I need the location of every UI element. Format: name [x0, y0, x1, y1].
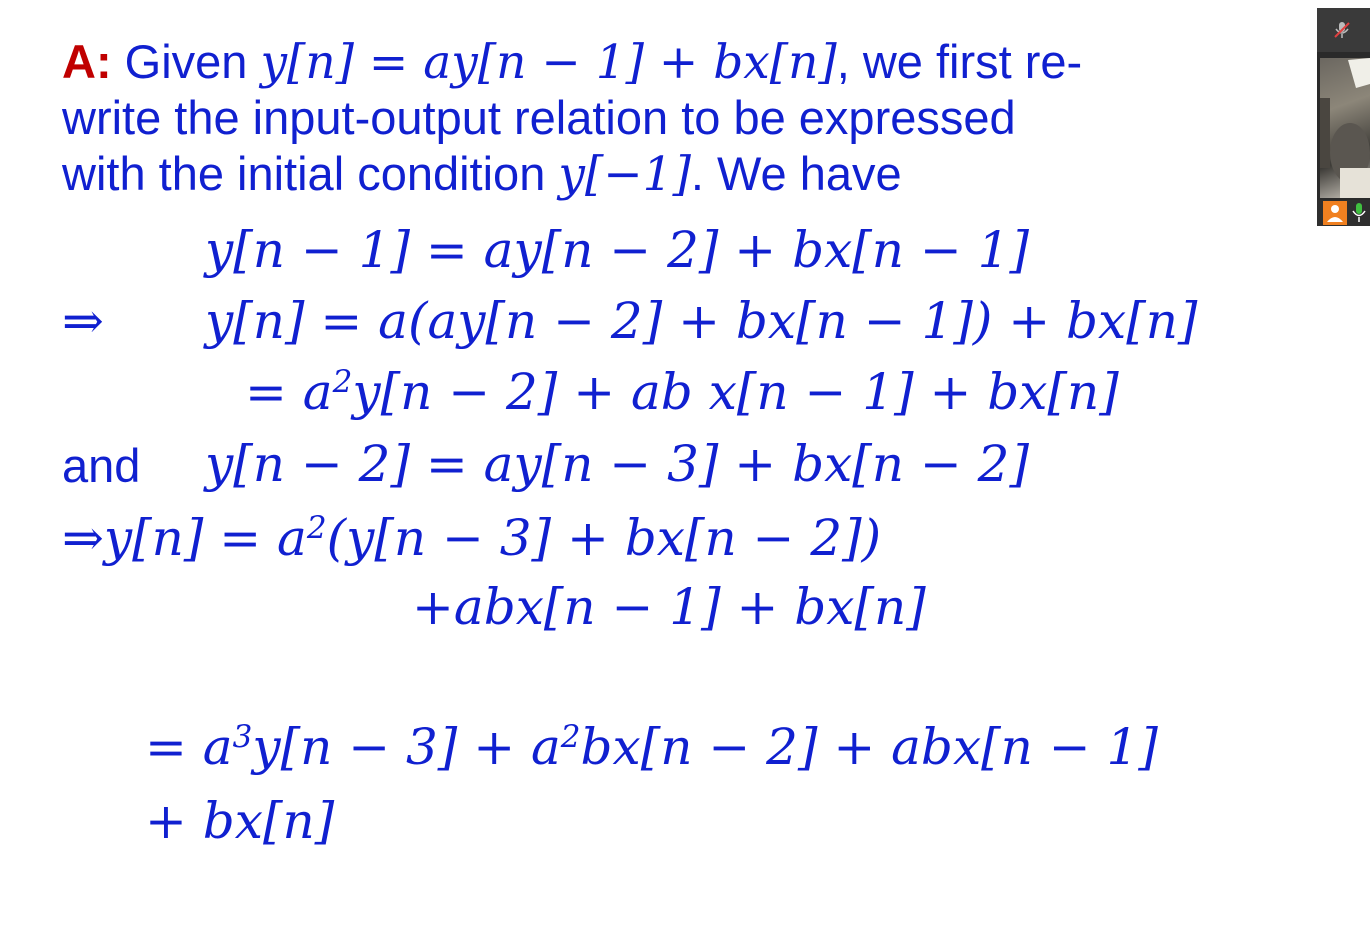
equation-5 — [62, 509, 882, 567]
answer-line-2: write the input-output relation to be expressed — [62, 91, 1016, 144]
equation-4: y[n − 2] = ay[n − 3] + bx[n − 2] — [205, 435, 1029, 493]
equation-2: y[n] = a(ay[n − 2] + bx[n − 1]) + bx[n] — [205, 292, 1198, 350]
equation-7-exponent-1: 3 — [232, 718, 253, 755]
person-icon — [1323, 201, 1347, 225]
mic-muted-icon[interactable] — [1331, 19, 1353, 41]
answer-line-3 — [62, 147, 902, 202]
equation-3-exponent: 2 — [332, 363, 353, 400]
video-feed — [1320, 58, 1370, 198]
equation-7 — [145, 718, 1158, 776]
video-toolbar — [1317, 8, 1370, 52]
equation-3 — [245, 363, 1119, 421]
equation-5-part-b: (y[n − 3] + bx[n − 2]) — [326, 509, 882, 567]
equation-1: y[n − 1] = ay[n − 2] + bx[n − 1] — [205, 221, 1029, 279]
answer-line-3-end: . We have — [690, 147, 902, 200]
answer-line-1 — [62, 35, 1083, 90]
mic-active-icon — [1350, 201, 1368, 225]
equation-5-part-a: ⇒y[n] = a — [62, 509, 307, 567]
and-label: and — [62, 439, 141, 492]
equation-5-exponent: 2 — [306, 509, 327, 546]
initial-condition: y[−1] — [558, 147, 691, 202]
implies-arrow-1: ⇒ — [62, 292, 104, 350]
answer-label: A: — [62, 35, 112, 88]
video-status-bar — [1317, 200, 1370, 226]
equation-3-part-a: = a — [245, 363, 333, 421]
video-feed-shapes — [1320, 58, 1370, 198]
answer-line-3-text: with the initial condition — [62, 147, 546, 200]
equation-7-part-b: y[n − 3] + a — [252, 718, 561, 776]
equation-6: +abx[n − 1] + bx[n] — [412, 578, 926, 636]
equation-7-part-a: = a — [145, 718, 233, 776]
answer-intro-1: Given — [124, 35, 248, 88]
equation-7-exponent-2: 2 — [560, 718, 581, 755]
given-equation: y[n] = ay[n − 1] + bx[n] — [260, 35, 837, 90]
video-thumbnail[interactable] — [1317, 8, 1370, 226]
equation-3-part-b: y[n − 2] + ab x[n − 1] + bx[n] — [352, 363, 1119, 421]
answer-intro-2: , we first re- — [836, 35, 1083, 88]
equation-8: + bx[n] — [145, 792, 335, 850]
equation-7-part-c: bx[n − 2] + abx[n − 1] — [580, 718, 1158, 776]
